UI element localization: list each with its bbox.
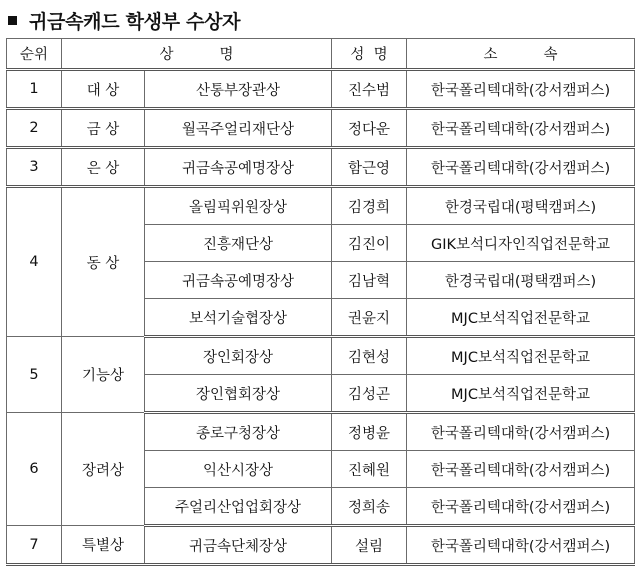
column-header-affiliation: 소 속 [407, 39, 635, 70]
recipient-name-cell: 진혜원 [332, 451, 407, 488]
award-category-cell: 대 상 [62, 70, 145, 109]
table-row [7, 148, 635, 187]
table-row [7, 70, 635, 109]
recipient-name-cell: 김경희 [332, 187, 407, 225]
column-header-name: 성 명 [332, 39, 407, 70]
award-name-cell: 귀금속공예명장상 [145, 262, 332, 299]
affiliation-cell: 한국폴리텍대학(강서캠퍼스) [407, 526, 635, 565]
award-name-cell: 장인협회장상 [145, 375, 332, 413]
award-name-cell: 주얼리산업업회장상 [145, 488, 332, 526]
affiliation-cell: 한경국립대(평택캠퍼스) [407, 262, 635, 299]
rank-cell: 3 [7, 148, 62, 187]
award-category-cell: 기능상 [62, 337, 145, 413]
affiliation-cell: GIK보석디자인직업전문학교 [407, 225, 635, 262]
award-category-cell: 특별상 [62, 526, 145, 565]
table-row [7, 109, 635, 148]
award-name-cell: 귀금속공예명장상 [145, 148, 332, 187]
recipient-name-cell: 함근영 [332, 148, 407, 187]
rank-cell: 1 [7, 70, 62, 109]
affiliation-cell: MJC보석직업전문학교 [407, 299, 635, 337]
awards-table [6, 38, 635, 566]
award-name-cell: 진흥재단상 [145, 225, 332, 262]
column-header-rank: 순위 [7, 39, 62, 70]
award-name-cell: 장인회장상 [145, 337, 332, 375]
recipient-name-cell: 권윤지 [332, 299, 407, 337]
table-row [7, 337, 635, 375]
rank-cell: 7 [7, 526, 62, 565]
award-name-cell: 올림픽위원장상 [145, 187, 332, 225]
award-category-cell: 장려상 [62, 413, 145, 526]
award-name-cell: 산통부장관상 [145, 70, 332, 109]
affiliation-cell: 한국폴리텍대학(강서캠퍼스) [407, 488, 635, 526]
recipient-name-cell: 정희송 [332, 488, 407, 526]
rank-cell: 6 [7, 413, 62, 526]
recipient-name-cell: 설림 [332, 526, 407, 565]
rank-cell: 2 [7, 109, 62, 148]
affiliation-cell: 한국폴리텍대학(강서캠퍼스) [407, 109, 635, 148]
affiliation-cell: MJC보석직업전문학교 [407, 375, 635, 413]
rank-cell: 5 [7, 337, 62, 413]
recipient-name-cell: 정다운 [332, 109, 407, 148]
column-header-award: 상 명 [62, 39, 332, 70]
affiliation-cell: 한국폴리텍대학(강서캠퍼스) [407, 148, 635, 187]
award-name-cell: 종로구청장상 [145, 413, 332, 451]
affiliation-cell: 한경국립대(평택캠퍼스) [407, 187, 635, 225]
award-category-cell: 금 상 [62, 109, 145, 148]
rank-cell: 4 [7, 187, 62, 337]
recipient-name-cell: 정병윤 [332, 413, 407, 451]
recipient-name-cell: 김남혁 [332, 262, 407, 299]
award-category-cell: 은 상 [62, 148, 145, 187]
award-name-cell: 보석기술협장상 [145, 299, 332, 337]
awards-table-body [7, 70, 635, 565]
table-header-row [7, 39, 635, 70]
award-name-cell: 월곡주얼리재단상 [145, 109, 332, 148]
recipient-name-cell: 김진이 [332, 225, 407, 262]
recipient-name-cell: 김현성 [332, 337, 407, 375]
table-row [7, 187, 635, 225]
affiliation-cell: 한국폴리텍대학(강서캠퍼스) [407, 451, 635, 488]
affiliation-cell: 한국폴리텍대학(강서캠퍼스) [407, 413, 635, 451]
table-row [7, 413, 635, 451]
page-title [8, 6, 240, 34]
page-title-text: 귀금속캐드 학생부 수상자 [29, 10, 241, 33]
award-name-cell: 익산시장상 [145, 451, 332, 488]
award-category-cell: 동 상 [62, 187, 145, 337]
affiliation-cell: 한국폴리텍대학(강서캠퍼스) [407, 70, 635, 109]
affiliation-cell: MJC보석직업전문학교 [407, 337, 635, 375]
table-row [7, 526, 635, 565]
recipient-name-cell: 진수범 [332, 70, 407, 109]
square-bullet-icon [8, 16, 17, 25]
award-name-cell: 귀금속단체장상 [145, 526, 332, 565]
recipient-name-cell: 김성곤 [332, 375, 407, 413]
